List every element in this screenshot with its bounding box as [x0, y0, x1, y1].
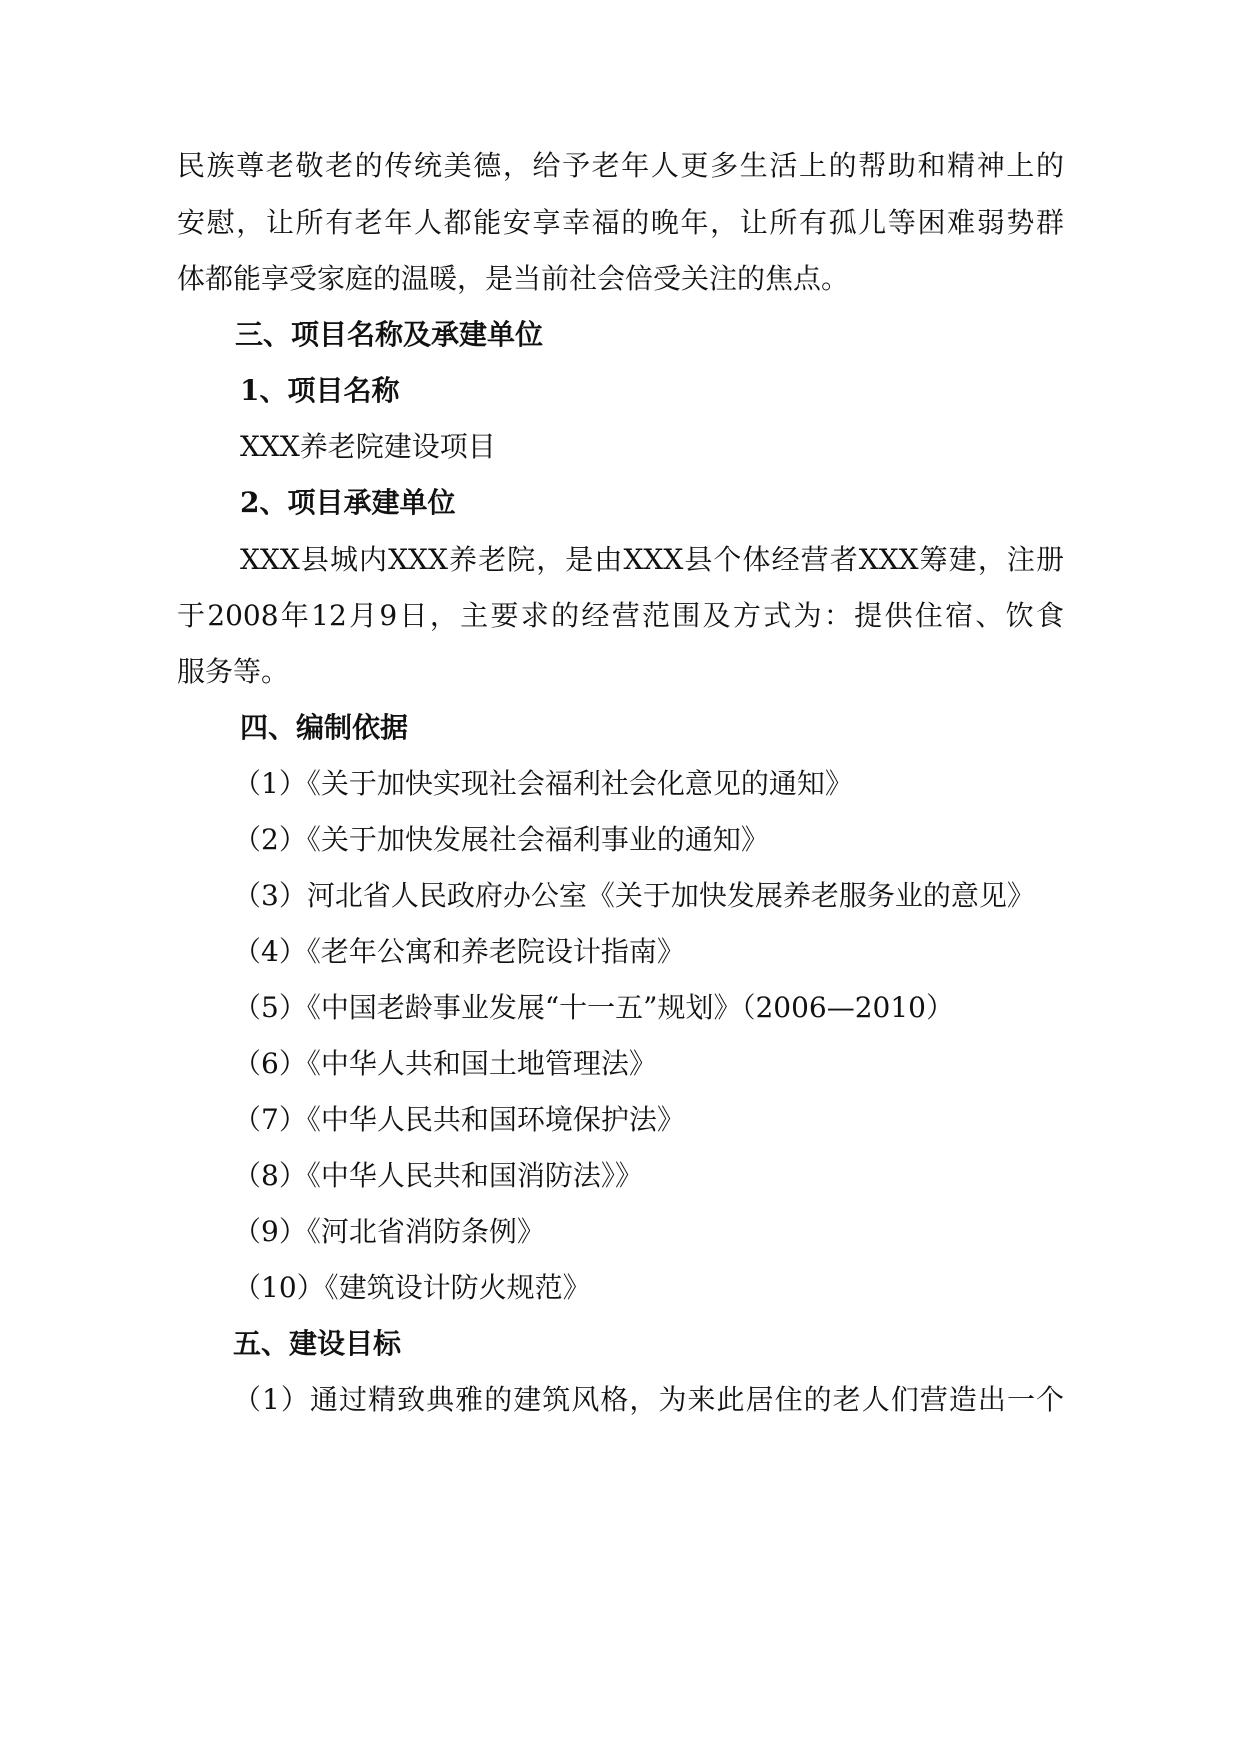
section-4-heading: 四、编制依据	[240, 711, 409, 744]
project-name-text: XXX养老院建设项目	[240, 430, 496, 463]
subheading-project-name: 1、项目名称	[240, 374, 400, 407]
section-5-heading: 五、建设目标	[233, 1327, 402, 1360]
basis-item-4: （4）《老年公寓和养老院设计指南》	[233, 935, 685, 968]
basis-item-2: （2）《关于加快发展社会福利事业的通知》	[233, 823, 769, 856]
basis-item-9: （9）《河北省消防条例》	[233, 1215, 545, 1248]
basis-item-7: （7）《中华人民共和国环境保护法》	[233, 1103, 685, 1136]
intro-line-2: 安慰，让所有老年人都能安享幸福的晚年，让所有孤儿等困难弱势群	[177, 206, 1064, 239]
basis-item-8: （8）《中华人民共和国消防法》》	[233, 1159, 643, 1192]
goal-item-1: （1）通过精致典雅的建筑风格，为来此居住的老人们营造出一个	[233, 1383, 1064, 1416]
section-3-heading: 三、项目名称及承建单位	[235, 318, 544, 351]
project-unit-line-3: 服务等。	[177, 655, 290, 688]
subheading-project-unit: 2、项目承建单位	[240, 486, 456, 519]
basis-item-1: （1）《关于加快实现社会福利社会化意见的通知》	[233, 767, 853, 800]
basis-item-3: （3）河北省人民政府办公室《关于加快发展养老服务业的意见》	[233, 879, 1035, 912]
basis-item-5: （5）《中国老龄事业发展“十一五”规划》（2006—2010）	[233, 991, 954, 1024]
basis-item-10: （10）《建筑设计防火规范》	[233, 1271, 591, 1304]
project-unit-line-2: 于2008年12月9日，主要求的经营范围及方式为：提供住宿、饮食	[177, 599, 1064, 632]
project-unit-line-1: XXX县城内XXX养老院，是由XXX县个体经营者XXX筹建，注册	[240, 543, 1064, 576]
basis-item-6: （6）《中华人共和国土地管理法》	[233, 1047, 657, 1080]
intro-line-3: 体都能享受家庭的温暖，是当前社会倍受关注的焦点。	[177, 262, 850, 295]
intro-line-1: 民族尊老敬老的传统美德，给予老年人更多生活上的帮助和精神上的	[177, 149, 1064, 182]
